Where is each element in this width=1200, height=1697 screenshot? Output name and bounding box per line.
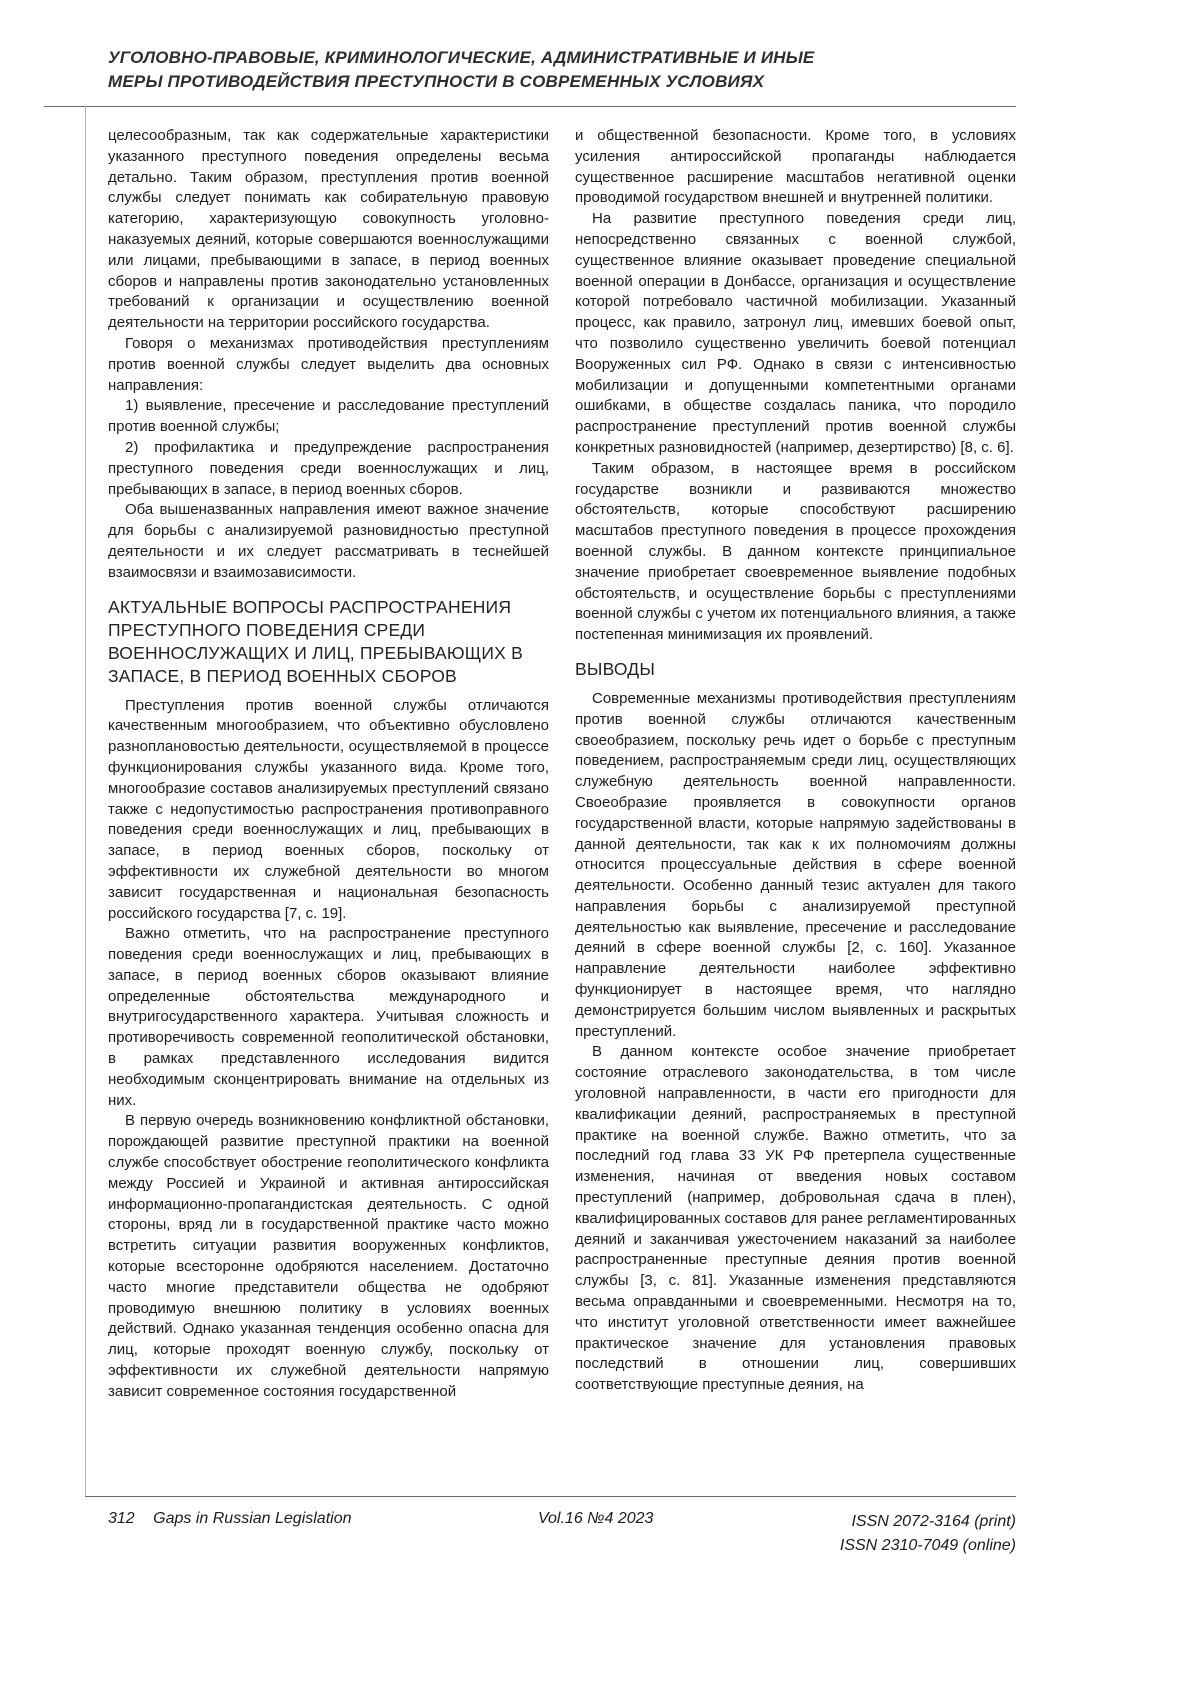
right-column	[575, 126, 1016, 1474]
left-margin-rule	[85, 106, 86, 1496]
issn-print: ISSN 2072-3164 (print)	[851, 1513, 1016, 1530]
footer-left	[108, 1510, 352, 1528]
paragraph: Важно отметить, что на распространение преступного поведения среди военнослужащих и лиц, пребывающих в запасе, в период военных сборов оказывают влияние определенные обстоятельства международного и внутригосударственного характера. Учитывая сложность и противоречивость современной геополитической обстановки, в рамках представленного исследования видится необходимым сконцентрировать внимание на отдельных из них.	[108, 925, 549, 1109]
issn-online: ISSN 2310-7049 (online)	[839, 1537, 1016, 1554]
paragraph: Оба вышеназванных направления имеют важное значение для борьбы с анализируемой разновидностью преступной деятельности и их следует рассматривать в теснейшей взаимосвязи и взаимозависимости.	[108, 501, 549, 581]
journal-name: Gaps in Russian Legislation	[153, 1510, 352, 1527]
left-column	[108, 126, 549, 1474]
paragraph: Современные механизмы противодействия преступлениям против военной службы отличаются качественным своеобразием, поскольку речь идет о борьбе с преступным поведением, распространяемым среди лиц, осуществляющих служебную деятельность военной направленности. Своеобразие проявляется в совокупности органов государственной власти, которые напрямую задействованы в данной деятельности, так как к их полномочиям должны относится процессуальные действия в сфере военной деятельности. Особенно данный тезис актуален для такого направления борьбы с анализируемой преступной деятельностью как выявление, пресечение и расследование деяний в сфере военной службы [2, с. 160]. Указанное направление деятельности наиболее эффективно функционирует в настоящее время, что наглядно демонстрируется большим числом выявленных и раскрытых преступлений.	[575, 689, 1016, 1040]
paragraph: целесообразным, так как содержательные характеристики указанного преступного поведения определены весьма детально. Таким образом, преступления против военной службы следует понимать как собирательную правовую категорию, характеризующую совокупность уголовно-наказуемых деяний, которые совершаются военнослужащими или лицами, пребывающими в запасе, в период военных сборов и направлены против законодательно установленных требований к организации и осуществлению военной деятельности на территории российского государства.	[108, 127, 549, 332]
section-heading: ВЫВОДЫ	[575, 658, 656, 679]
header-rule	[44, 106, 1016, 107]
paragraph: В данном контексте особое значение приобретает состояние отраслевого законодательства, в том числе уголовной направленности, в части его пригодности для квалификации деяний, распространяемых в преступной практике на военной службе. Важно отметить, что за последний год глава 33 УК РФ претерпела существенные изменения, начиная от введения новых составом преступлений (например, добровольная сдача в плен), квалифицированных составов для ранее регламентированных деяний и заканчивая ужесточением наказаний за наиболее распространенные преступные деяния против военной службы [3, с. 81]. Указанные изменения представляются весьма оправданными и своевременными. Несмотря на то, что институт уголовной ответственности имеет важнейшее практическое значение для установления правовых последствий в отношении лиц, совершивших соответствующие преступные деяния, на	[575, 1043, 1016, 1394]
paragraph: Таким образом, в настоящее время в российском государстве возникли и развиваются множество обстоятельств, которые способствуют расширению масштабов преступного поведения в процессе прохождения военной службы. В данном контексте принципиальное значение приобретает своевременное выявление подобных обстоятельств, и осуществление борьбы с преступлениями военной службы с учетом их потенциального влияния, а также постепенная минимизация их проявлений.	[575, 459, 1016, 644]
running-head	[108, 46, 1013, 94]
issn-block	[840, 1510, 1016, 1558]
paragraph: и общественной безопасности. Кроме того, в условиях усиления антироссийской пропаганды наблюдается существенное расширение масштабов негативной оценки проводимой государством внешней и внутренней политики.	[575, 127, 1016, 207]
footer-rule	[85, 1496, 1016, 1497]
list-item: 2) профилактика и предупреждение распространения преступного поведения среди военнослужащих и лиц, пребывающих в запасе, в период военных сборов.	[108, 438, 549, 498]
paragraph: Преступления против военной службы отличаются качественным многообразием, что объективно обусловлено разноплановостью деятельности, осуществляемой в процессе функционирования службы указанного вида. Кроме того, многообразие составов анализируемых преступлений связано также с недопустимостью распространения противоправного поведения среди военнослужащих и лиц, пребывающих в запасе, в период военных сборов, поскольку от эффективности их служебной деятельности во многом зависит государственная и национальная безопасность российского государства [7, с. 19].	[108, 696, 549, 922]
page-number: 312	[108, 1510, 135, 1527]
section-heading: АКТУАЛЬНЫЕ ВОПРОСЫ РАСПРОСТРАНЕНИЯ ПРЕСТУПНОГО ПОВЕДЕНИЯ СРЕДИ ВОЕННОСЛУЖАЩИХ И ЛИЦ, ПРЕБЫВАЮЩИХ В ЗАПАСЕ, В ПЕРИОД ВОЕННЫХ СБОРОВ	[108, 596, 523, 686]
article-body	[108, 126, 1016, 1474]
page-footer	[108, 1510, 1016, 1558]
paragraph: Говоря о механизмах противодействия преступлениям против военной службы следует выделить два основных направления:	[108, 334, 549, 394]
list-item: 1) выявление, пресечение и расследование преступлений против военной службы;	[108, 397, 549, 436]
paragraph: На развитие преступного поведения среди лиц, непосредственно связанных с военной службой, существенное влияние оказывает проведение специальной военной операции в Донбассе, организация и осуществление которой потребовало частичной мобилизации. Указанный процесс, как правило, затронул лиц, имевших боевой опыт, что позволило существенно увеличить боевой потенциал Вооруженных сил РФ. Однако в связи с интенсивностью мобилизации и допущенными компетентными органами ошибками, в обществе создалась паника, что породило распространение преступлений против военной службы конкретных разновидностей (например, дезертирство) [8, с. 6].	[575, 210, 1016, 456]
paragraph: В первую очередь возникновению конфликтной обстановки, порождающей развитие преступной практики на военной службе способствует обострение геополитического конфликта между Россией и Украиной и активная антироссийская информационно-пропагандистская деятельность. С одной стороны, вряд ли в государственной практике часто можно встретить ситуации развития вооруженных конфликтов, которые всесторонне одобряются населением. Достаточно часто многие представители общества не одобряют проводимую внешнюю политику в условиях военных действий. Однако указанная тенденция особенно опасна для лиц, которые проходят военную службу, поскольку от эффективности их служебной деятельности напрямую зависит современное состояния государственной	[108, 1112, 549, 1400]
running-head-line2: МЕРЫ ПРОТИВОДЕЙСТВИЯ ПРЕСТУПНОСТИ В СОВРЕМЕННЫХ УСЛОВИЯХ	[108, 72, 765, 91]
running-head-line1: УГОЛОВНО-ПРАВОВЫЕ, КРИМИНОЛОГИЧЕСКИЕ, АДМИНИСТРАТИВНЫЕ И ИНЫЕ	[108, 48, 815, 67]
volume-info: Vol.16 №4 2023	[537, 1510, 654, 1527]
